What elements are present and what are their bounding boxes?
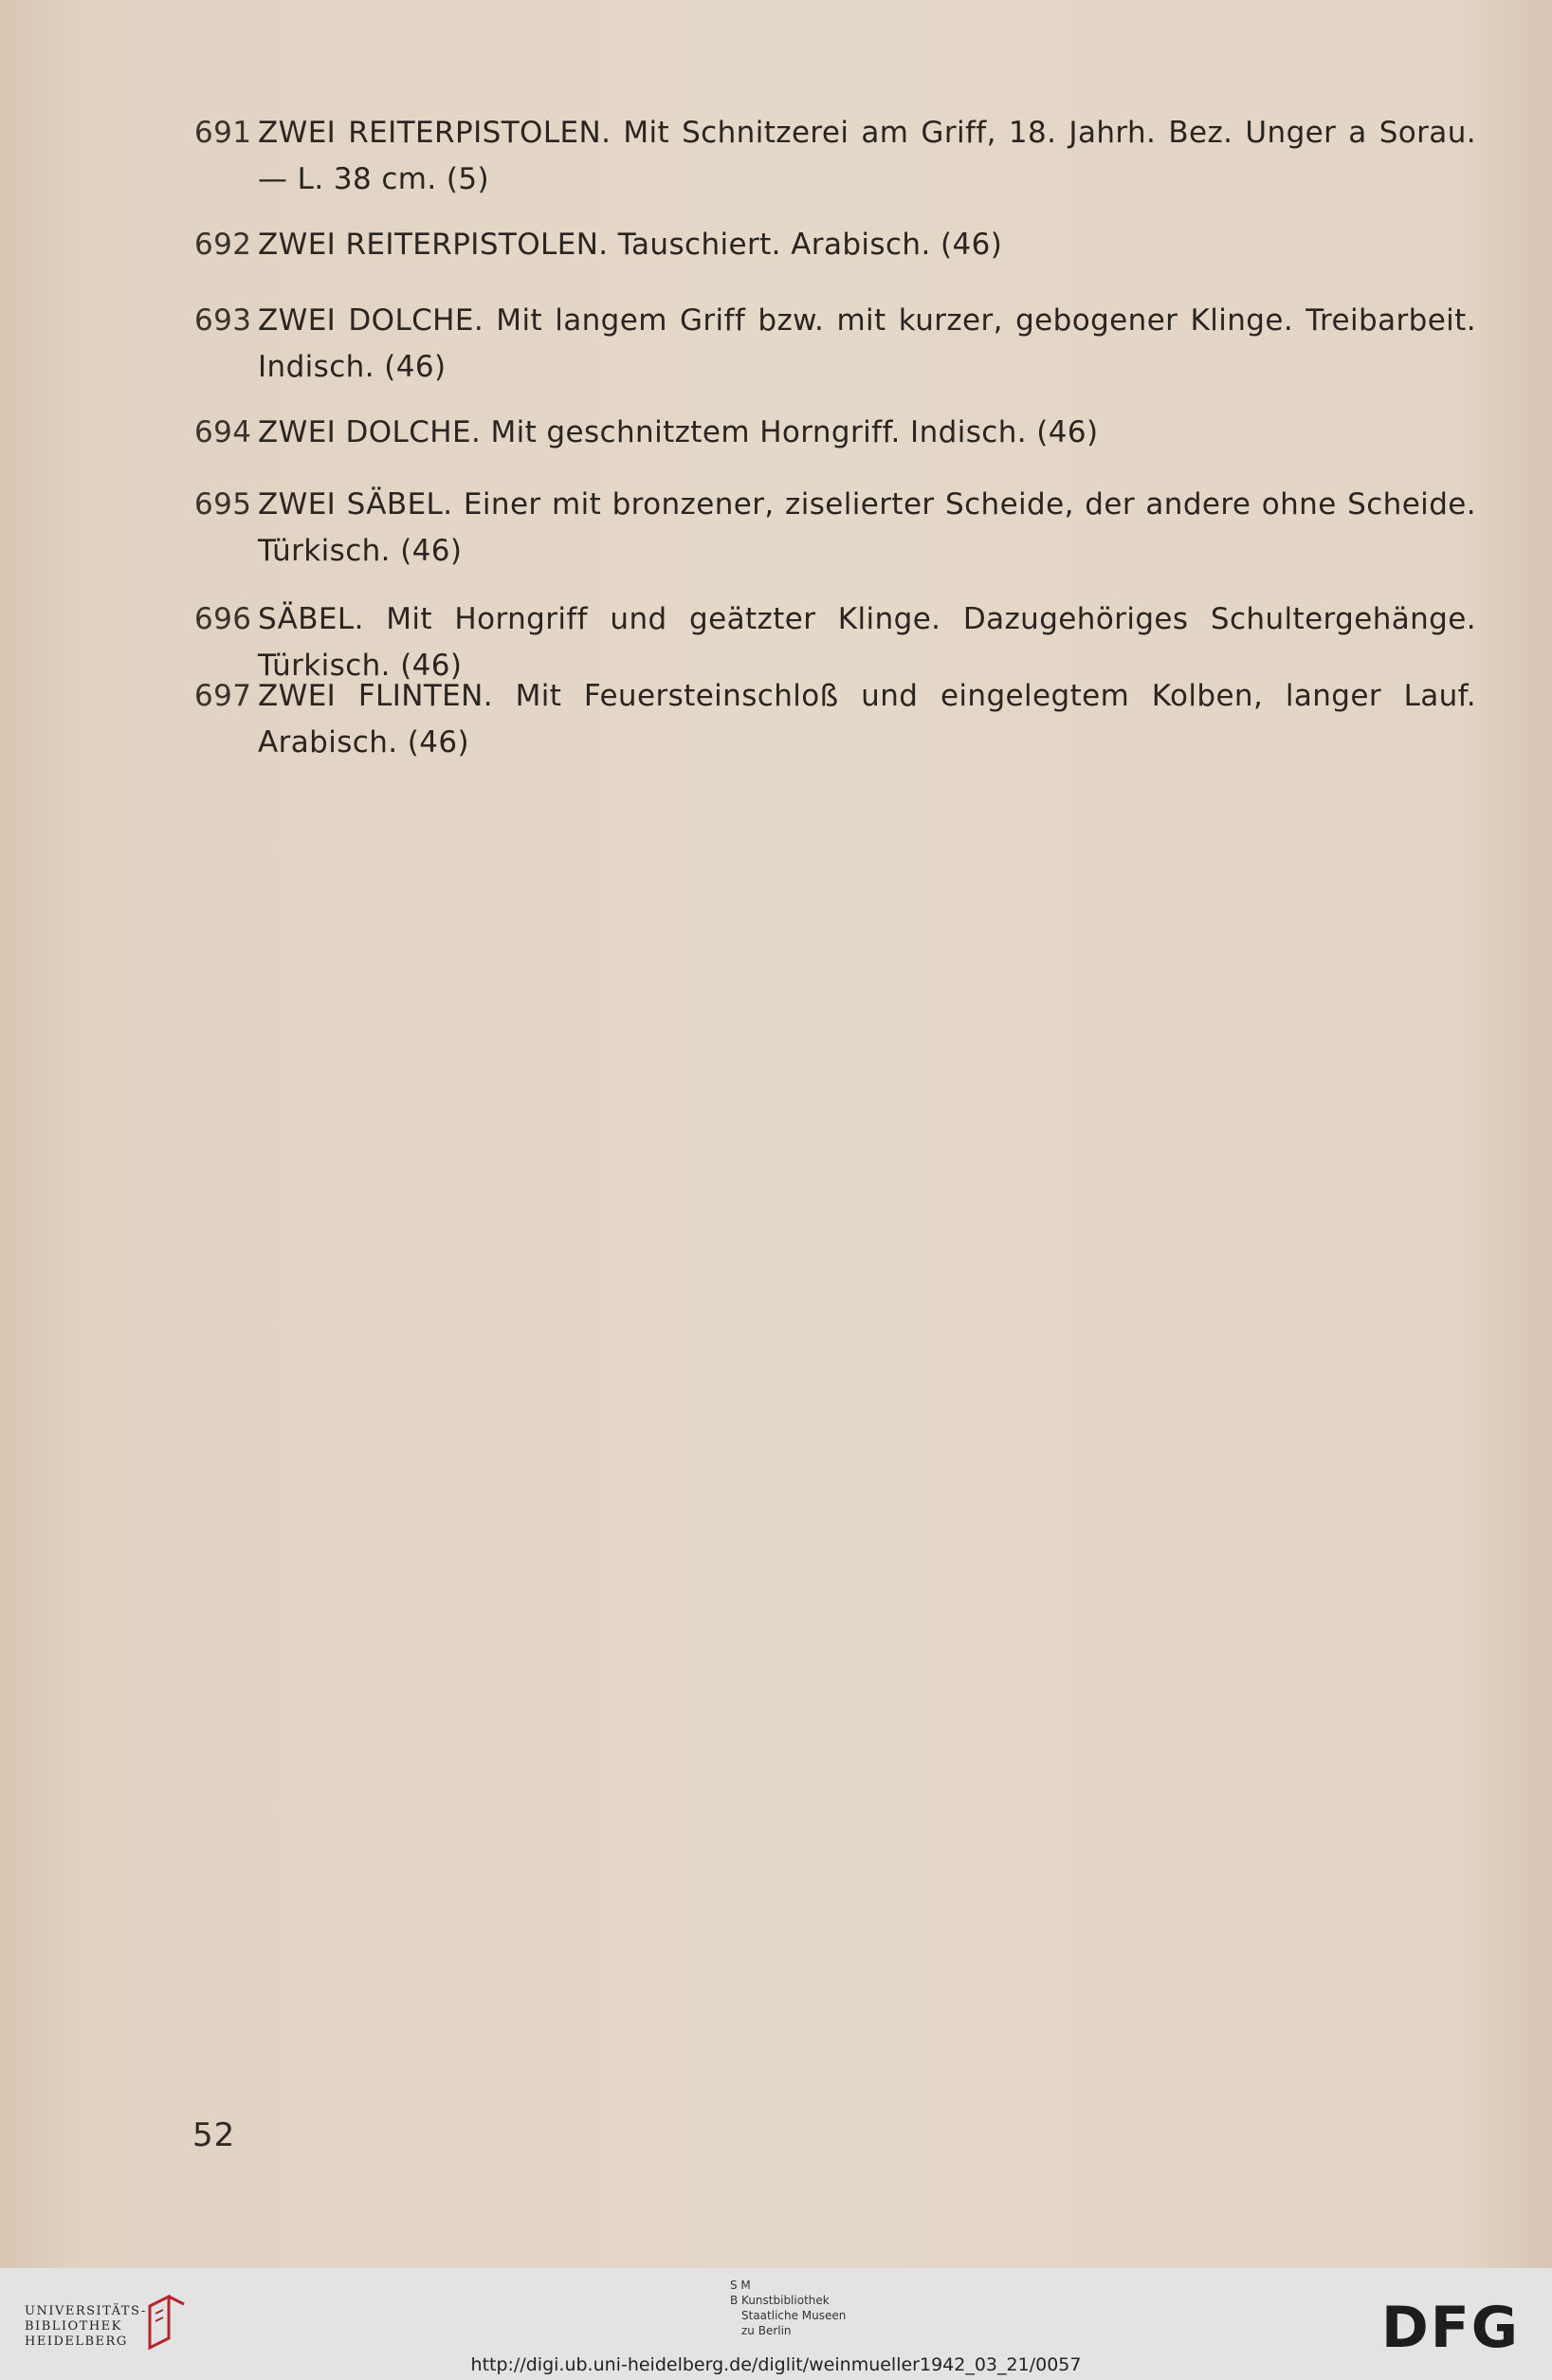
entry-text: ZWEI DOLCHE. Mit geschnitztem Horngriff. Indisch. (46)	[258, 415, 1099, 449]
permalink-url[interactable]: http://digi.ub.uni-heidelberg.de/diglit/weinmueller1942_03_21/0057	[470, 2354, 1082, 2375]
entry-text: SÄBEL. Mit Horngriff und geätzter Klinge. Dazugehöriges Schultergehänge. Türkisch. (46)	[258, 602, 1476, 683]
page-number: 52	[192, 2116, 236, 2154]
catalog-entry-695	[194, 482, 1476, 575]
dfg-logo: DFG	[1381, 2295, 1521, 2361]
smb-line: zu Berlin	[741, 2324, 792, 2337]
library-name-line: BIBLIOTHEK	[25, 2319, 122, 2334]
catalog-entry-693	[194, 298, 1476, 391]
entry-number: 696	[194, 602, 252, 636]
entry-text: ZWEI REITERPISTOLEN. Mit Schnitzerei am Griff, 18. Jahrh. Bez. Unger a Sorau. — L. 38 cm. (5)	[258, 116, 1476, 196]
entry-number: 697	[194, 679, 252, 713]
entry-text: ZWEI FLINTEN. Mit Feuersteinschloß und eingelegtem Kolben, langer Lauf. Arabisch. (46)	[258, 679, 1476, 760]
entry-text: ZWEI DOLCHE. Mit langem Griff bzw. mit kurzer, gebogener Klinge. Treibarbeit. Indisch. (46)	[258, 303, 1476, 384]
catalog-entry-694	[194, 410, 1476, 456]
entry-number: 691	[194, 116, 252, 150]
entry-number: 694	[194, 415, 252, 449]
smb-kunstbibliothek-logo	[730, 2278, 846, 2338]
library-name-line: UNIVERSITÄTS-	[25, 2304, 147, 2318]
entry-number: 692	[194, 228, 252, 262]
entry-text: ZWEI REITERPISTOLEN. Tauschiert. Arabisch. (46)	[258, 228, 1003, 262]
catalog-entry-697	[194, 673, 1476, 766]
catalog-entry-691	[194, 110, 1476, 203]
smb-line: S M	[730, 2279, 751, 2292]
entry-text: ZWEI SÄBEL. Einer mit bronzener, ziselierter Scheide, der andere ohne Scheide. Türkisch. (46)	[258, 487, 1476, 568]
smb-line: Staatliche Museen	[741, 2309, 847, 2322]
entry-number: 693	[194, 303, 252, 338]
smb-line: B Kunstbibliothek	[730, 2294, 830, 2307]
library-book-icon	[142, 2293, 188, 2352]
entry-number: 695	[194, 487, 252, 522]
heidelberg-library-logo[interactable]	[25, 2304, 147, 2350]
library-name-line: HEIDELBERG	[25, 2334, 128, 2349]
catalog-entry-692	[194, 222, 1476, 268]
